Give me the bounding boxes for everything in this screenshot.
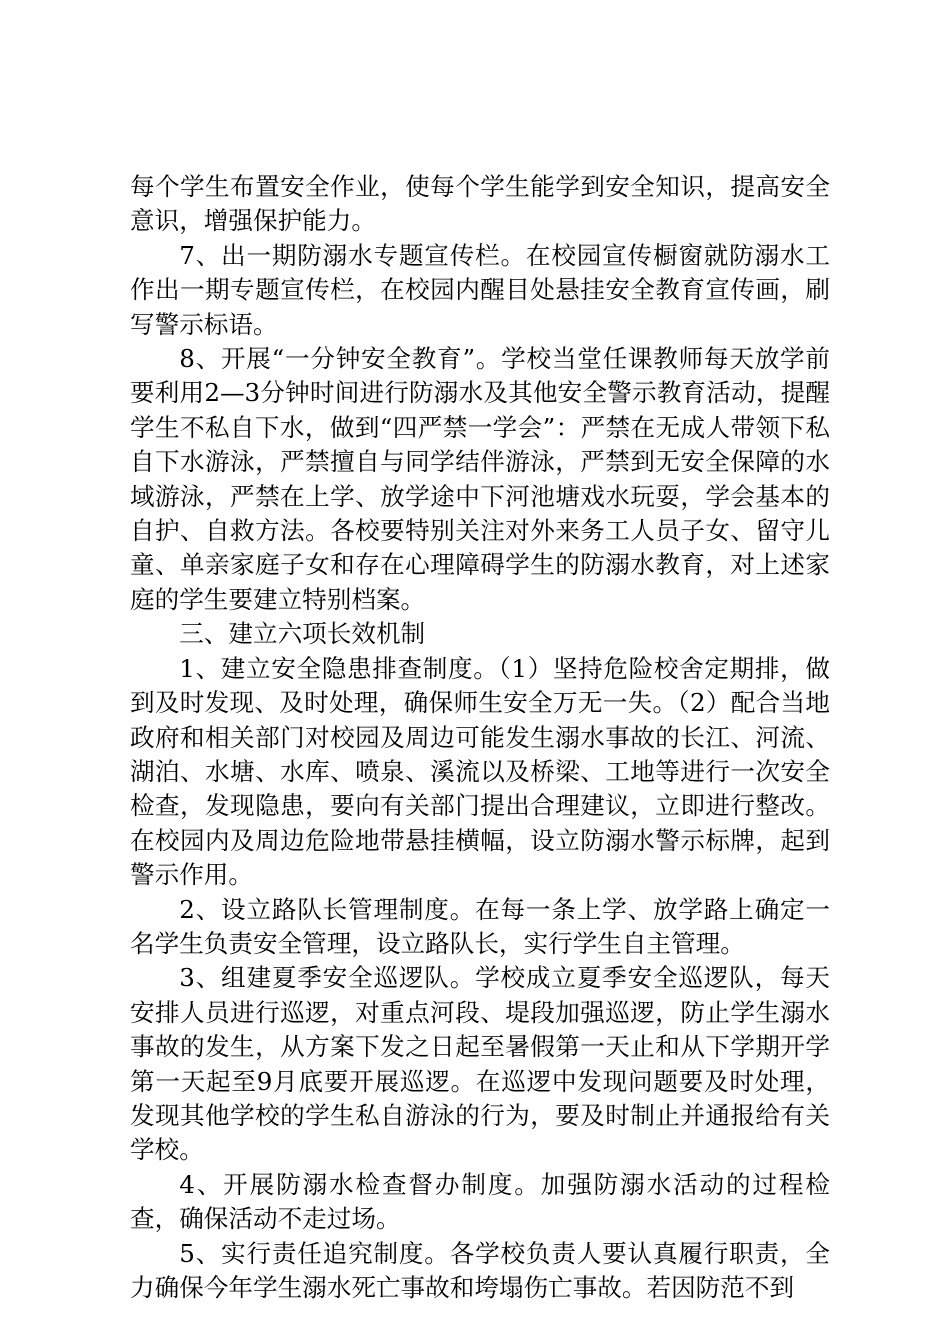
section-heading-3: 三、建立六项长效机制 (179, 619, 426, 649)
paragraph-mechanism-2: 2、设立路队长管理制度。在每一条上学、放学路上确定一名学生负责安全管理，设立路队长，实行学生自主管理。 (130, 894, 830, 958)
paragraph-mechanism-1: 1、建立安全隐患排查制度。（1）坚持危险校舍定期排，做到及时发现、及时处理，确保师生安全万无一失。（2）配合当地政府和相关部门对校园及周边可能发生溺水事故的长江、河流、湖泊、水塘、水库、喷泉、溪流以及桥梁、工地等进行一次安全检查，发现隐患，要向有关部门提出合理建议，立即进行整改。在校园内及周边危险地带悬挂横幅，设立防溺水警示标牌，起到警示作用。 (130, 653, 830, 890)
paragraph-continuation: 每个学生布置安全作业，使每个学生能学到安全知识，提高安全意识，增强保护能力。 (130, 172, 830, 236)
paragraph-mechanism-5: 5、实行责任追究制度。各学校负责人要认真履行职责，全力确保今年学生溺水死亡事故和垮塌伤亡事故。若因防范不到 (130, 1238, 830, 1302)
paragraph-mechanism-4: 4、开展防溺水检查督办制度。加强防溺水活动的过程检查，确保活动不走过场。 (130, 1169, 830, 1234)
paragraph-item-8: 8、开展“一分钟安全教育”。学校当堂任课教师每天放学前要利用2—3分钟时间进行防溺水及其他安全警示教育活动，提醒学生不私自下水，做到“四严禁一学会”：严禁在无成人带领下私自下水游泳，严禁擅自与同学结伴游泳，严禁到无安全保障的水域游泳，严禁在上学、放学途中下河池塘戏水玩耍，学会基本的自护、自救方法。各校要特别关注对外来务工人员子女、留守儿童、单亲家庭子女和存在心理障碍学生的防溺水教育，对上述家庭的学生要建立特别档案。 (130, 344, 830, 614)
document-page (130, 170, 830, 1305)
paragraph-mechanism-3: 3、组建夏季安全巡逻队。学校成立夏季安全巡逻队，每天安排人员进行巡逻，对重点河段、堤段加强巡逻，防止学生溺水事故的发生，从方案下发之日起至暑假第一天止和从下学期开学第一天起至9月底要开展巡逻。在巡逻中发现问题要及时处理，发现其他学校的学生私自游泳的行为，要及时制止并通报给有关学校。 (130, 963, 830, 1165)
paragraph-item-7: 7、出一期防溺水专题宣传栏。在校园宣传橱窗就防溺水工作出一期专题宣传栏，在校园内醒目处悬挂安全教育宣传画，刷写警示标语。 (130, 240, 830, 339)
